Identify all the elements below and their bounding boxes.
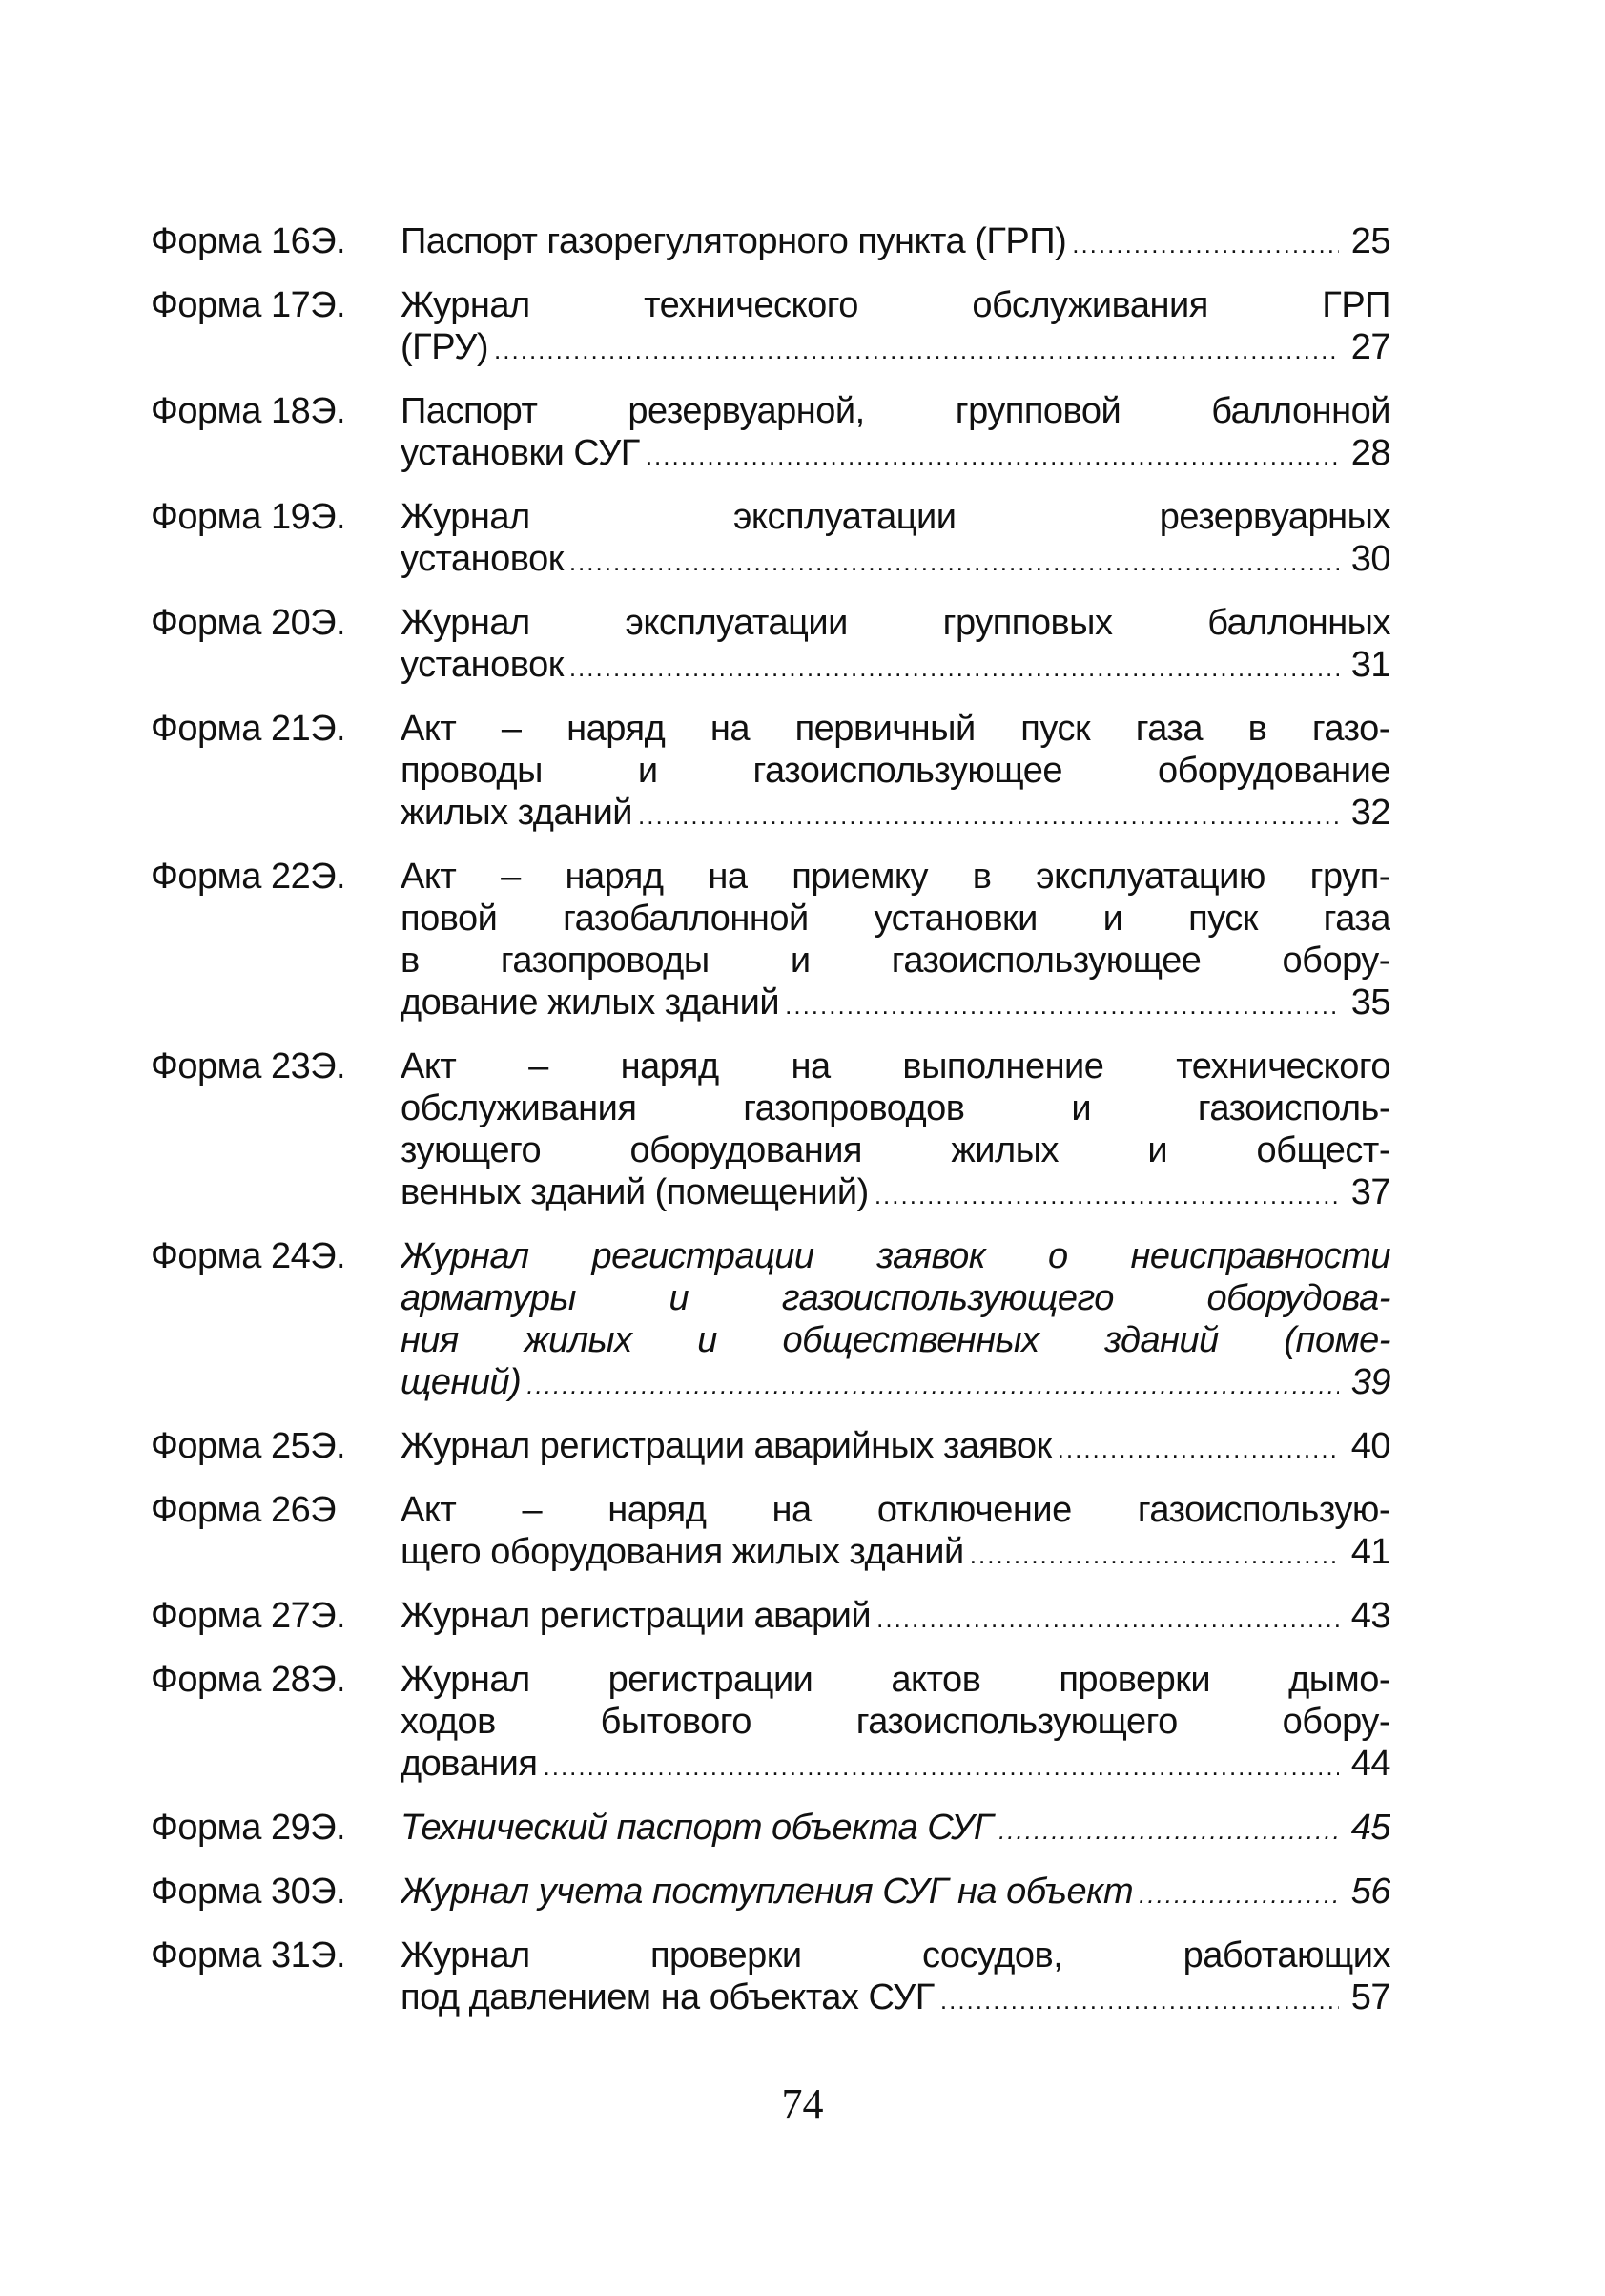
entry-page-number: 44: [1350, 1744, 1390, 1784]
dot-leader: [569, 541, 1339, 583]
toc-entry: [151, 284, 1390, 371]
entry-page-number: 39: [1350, 1362, 1390, 1402]
entry-title-line: Акт – наряд на приемку в эксплуатацию груп-: [401, 857, 1390, 897]
entry-title: [401, 1871, 1390, 1915]
entry-title-text: Журнал учета поступления СУГ на объект: [401, 1872, 1134, 1912]
entry-last-line: [401, 792, 1390, 837]
entry-last-line: [401, 1171, 1390, 1216]
dot-leader: [1139, 1873, 1339, 1915]
entry-last-line: [401, 644, 1390, 689]
toc-entry: [151, 1934, 1390, 2021]
entry-last-line: [401, 1595, 1390, 1640]
toc-entry: [151, 1489, 1390, 1576]
toc-entry: [151, 1045, 1390, 1216]
entry-last-line: [401, 1871, 1390, 1915]
entry-title-text: установки СУГ: [401, 433, 640, 473]
entry-title-text: под давлением на объектах СУГ: [401, 1977, 935, 2017]
dot-leader: [544, 1746, 1340, 1788]
entry-title: [401, 1489, 1390, 1576]
toc-entry: [151, 1595, 1390, 1640]
dot-leader: [646, 435, 1339, 477]
entry-title-text: венных зданий (помещений): [401, 1172, 869, 1212]
entry-page-number: 31: [1350, 645, 1390, 685]
entry-title-line: Журнал эксплуатации групповых баллонных: [401, 603, 1390, 643]
entry-last-line: [401, 326, 1390, 371]
entry-title-line: ходов бытового газоиспользующего обору-: [401, 1702, 1390, 1742]
entry-page-number: 35: [1350, 983, 1390, 1023]
dot-leader: [526, 1364, 1339, 1406]
toc-entry: [151, 1871, 1390, 1915]
form-label: Форма 23Э.: [151, 1046, 346, 1086]
entry-title-line: зующего оборудования жилых и общест-: [401, 1130, 1390, 1170]
dot-leader: [1072, 223, 1339, 265]
entry-title-text: щений): [401, 1362, 522, 1402]
entry-title-line: Журнал регистрации актов проверки дымо-: [401, 1660, 1390, 1700]
entry-last-line: [401, 432, 1390, 477]
entry-page-number: 27: [1350, 327, 1390, 367]
entry-title-line: проводы и газоиспользующее оборудование: [401, 751, 1390, 791]
entry-title-line: повой газобаллонной установки и пуск газа: [401, 899, 1390, 939]
entry-title: [401, 1934, 1390, 2021]
entry-last-line: [401, 220, 1390, 265]
entry-page-number: 37: [1350, 1172, 1390, 1212]
entry-title: [401, 602, 1390, 689]
entry-page-number: 41: [1350, 1532, 1390, 1572]
entry-title-line: Паспорт резервуарной, групповой баллонной: [401, 391, 1390, 431]
entry-title: [401, 1045, 1390, 1216]
form-label: Форма 24Э.: [151, 1236, 346, 1276]
entry-title-line: Акт – наряд на выполнение технического: [401, 1046, 1390, 1086]
dot-leader: [875, 1174, 1339, 1216]
form-label: Форма 31Э.: [151, 1935, 346, 1975]
form-label: Форма 18Э.: [151, 391, 346, 431]
dot-leader: [940, 1979, 1339, 2021]
toc-entry: [151, 390, 1390, 477]
entry-page-number: 32: [1350, 793, 1390, 833]
entry-title: [401, 1595, 1390, 1640]
toc-entry: [151, 1807, 1390, 1851]
form-label: Форма 29Э.: [151, 1808, 346, 1848]
entry-last-line: [401, 538, 1390, 583]
entry-title: [401, 1659, 1390, 1788]
toc-entry: [151, 856, 1390, 1026]
toc-entry: [151, 496, 1390, 583]
toc-entry: [151, 1659, 1390, 1788]
entry-title-text: установок: [401, 539, 564, 579]
entry-title-line: Журнал проверки сосудов, работающих: [401, 1935, 1390, 1975]
form-label: Форма 27Э.: [151, 1596, 346, 1636]
dot-leader: [1058, 1428, 1339, 1470]
entry-page-number: 25: [1350, 221, 1390, 261]
dot-leader: [998, 1810, 1339, 1851]
entry-title: [401, 1235, 1390, 1406]
form-label: Форма 17Э.: [151, 285, 346, 325]
form-label: Форма 20Э.: [151, 603, 346, 643]
table-of-contents: [151, 220, 1390, 2040]
entry-title-text: дования: [401, 1744, 538, 1784]
dot-leader: [785, 984, 1339, 1026]
entry-title-line: арматуры и газоиспользующего оборудова-: [401, 1278, 1390, 1318]
entry-title: [401, 220, 1390, 265]
entry-last-line: [401, 1807, 1390, 1851]
entry-title-text: Журнал регистрации аварий: [401, 1596, 872, 1636]
toc-entry: [151, 1425, 1390, 1470]
form-label: Форма 28Э.: [151, 1660, 346, 1700]
entry-title-text: дование жилых зданий: [401, 983, 780, 1023]
entry-title-line: ния жилых и общественных зданий (поме-: [401, 1320, 1390, 1360]
entry-title-line: обслуживания газопроводов и газоисполь-: [401, 1088, 1390, 1128]
entry-title-line: Журнал технического обслуживания ГРП: [401, 285, 1390, 325]
entry-title-line: Журнал эксплуатации резервуарных: [401, 497, 1390, 537]
entry-last-line: [401, 1976, 1390, 2021]
entry-title: [401, 1807, 1390, 1851]
entry-last-line: [401, 1743, 1390, 1788]
toc-entry: [151, 602, 1390, 689]
toc-entry: [151, 220, 1390, 265]
entry-title-line: в газопроводы и газоиспользующее обору-: [401, 941, 1390, 981]
entry-page-number: 30: [1350, 539, 1390, 579]
entry-page-number: 43: [1350, 1596, 1390, 1636]
entry-page-number: 56: [1350, 1872, 1390, 1912]
entry-title: [401, 496, 1390, 583]
form-label: Форма 21Э.: [151, 709, 346, 749]
dot-leader: [494, 329, 1339, 371]
form-label: Форма 22Э.: [151, 857, 346, 897]
dot-leader: [569, 647, 1339, 689]
entry-title-text: Технический паспорт объекта СУГ: [401, 1808, 994, 1848]
form-label: Форма 19Э.: [151, 497, 346, 537]
entry-page-number: 57: [1350, 1977, 1390, 2017]
entry-title-text: щего оборудования жилых зданий: [401, 1532, 964, 1572]
entry-title-text: (ГРУ): [401, 327, 489, 367]
entry-title-text: Журнал регистрации аварийных заявок: [401, 1426, 1052, 1466]
entry-title: [401, 284, 1390, 371]
toc-entry: [151, 708, 1390, 837]
entry-title-line: Акт – наряд на первичный пуск газа в газо-: [401, 709, 1390, 749]
entry-title: [401, 390, 1390, 477]
entry-last-line: [401, 982, 1390, 1026]
entry-title: [401, 856, 1390, 1026]
entry-title-text: жилых зданий: [401, 793, 633, 833]
entry-page-number: 40: [1350, 1426, 1390, 1466]
entry-last-line: [401, 1425, 1390, 1470]
page-number: 74: [781, 2080, 824, 2127]
entry-page-number: 28: [1350, 433, 1390, 473]
form-label: Форма 30Э.: [151, 1872, 346, 1912]
entry-title-text: Паспорт газорегуляторного пункта (ГРП): [401, 221, 1067, 261]
form-label: Форма 26Э: [151, 1490, 337, 1530]
form-label: Форма 16Э.: [151, 221, 346, 261]
entry-title: [401, 708, 1390, 837]
dot-leader: [970, 1534, 1339, 1576]
dot-leader: [876, 1598, 1339, 1640]
dot-leader: [638, 795, 1339, 837]
entry-last-line: [401, 1361, 1390, 1406]
entry-title: [401, 1425, 1390, 1470]
entry-title-line: Акт – наряд на отключение газоиспользую-: [401, 1490, 1390, 1530]
toc-entry: [151, 1235, 1390, 1406]
entry-page-number: 45: [1350, 1808, 1390, 1848]
entry-title-text: установок: [401, 645, 564, 685]
form-label: Форма 25Э.: [151, 1426, 346, 1466]
entry-title-line: Журнал регистрации заявок о неисправности: [401, 1236, 1390, 1276]
entry-last-line: [401, 1531, 1390, 1576]
